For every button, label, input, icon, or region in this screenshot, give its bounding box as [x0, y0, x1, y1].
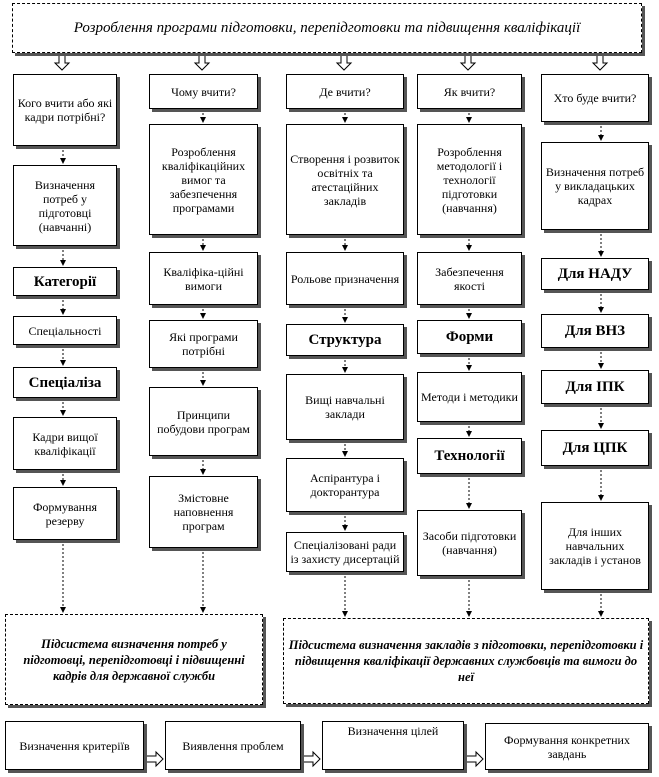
col2-item-content: Змістовне наповнення програм [149, 476, 258, 548]
question-where: Де вчити? [286, 74, 404, 109]
title-arrows [55, 55, 607, 70]
col3-item-postgraduate: Аспірантура і докторантура [286, 458, 404, 512]
col2-item-requirements-dev: Розроблення кваліфікаційних вимог та забезпечення програмами [149, 124, 258, 235]
subsystem-institutions: Підсистема визначення закладів з підготовки, перепідготовки і підвищення кваліфікації державних службовців та вимоги до неї [283, 618, 649, 704]
col5-item-vnz: Для ВНЗ [541, 314, 649, 348]
col3-item-universities: Вищі навчальні заклади [286, 374, 404, 440]
question-how: Як вчити? [417, 74, 522, 109]
col1-item-needs: Визначення потреб у підготовці (навчанні) [13, 165, 117, 246]
col4-item-methods: Методи і методики [417, 372, 522, 422]
col5-item-nadu: Для НАДУ [541, 258, 649, 290]
col3-item-structure: Структура [286, 324, 404, 356]
step-tasks: Формування конкретних завдань [485, 723, 649, 770]
col1-item-categories: Категорії [13, 267, 117, 296]
col4-item-forms: Форми [417, 320, 522, 354]
col4-item-quality: Забезпечення якості [417, 252, 522, 305]
col5-item-tspk: Для ЦПК [541, 430, 649, 466]
subsystem-needs: Підсистема визначення потреб у підготовці, перепідготовці і підвищенні кадрів для державної служби [5, 614, 263, 705]
col5-item-teacher-needs: Визначення потреб у викладацьких кадрах [541, 142, 649, 230]
question-who: Кого вчити або які кадри потрібні? [13, 74, 117, 146]
step-problems: Виявлення проблем [165, 721, 301, 770]
col3-item-institutions-dev: Створення і розвиток освітніх та атестаційних закладів [286, 124, 404, 235]
col1-item-high-qualification: Кадри вищої кваліфікації [13, 417, 117, 470]
col5-item-other: Для інших навчальних закладів і установ [541, 502, 649, 590]
col1-item-specialties: Спеціальності [13, 316, 117, 345]
col4-item-methodology: Розроблення методології і технології підготовки (навчання) [417, 124, 522, 235]
step-goals: Визначення цілей [322, 721, 464, 770]
col1-item-reserve: Формування резерву [13, 487, 117, 540]
col3-item-councils: Спеціалізовані ради із захисту дисертацій [286, 532, 404, 572]
col2-item-principles: Принципи побудови програм [149, 387, 258, 456]
col2-item-programs-needed: Які програми потрібні [149, 320, 258, 368]
col2-item-requirements: Кваліфіка-ційні вимоги [149, 252, 258, 305]
step-criteria: Визначення критеріїв [5, 721, 144, 770]
col1-item-specializations: Спеціаліза [13, 367, 117, 398]
question-why: Чому вчити? [149, 74, 258, 109]
diagram-title: Розроблення програми підготовки, перепідготовки та підвищення кваліфікації [12, 3, 642, 53]
col4-item-technologies: Технології [417, 438, 522, 474]
col4-item-means: Засоби підготовки (навчання) [417, 510, 522, 576]
col5-item-ipk: Для ІПК [541, 370, 649, 404]
question-who-teaches: Хто буде вчити? [541, 74, 649, 122]
col3-item-role: Рольове призначення [286, 252, 404, 305]
